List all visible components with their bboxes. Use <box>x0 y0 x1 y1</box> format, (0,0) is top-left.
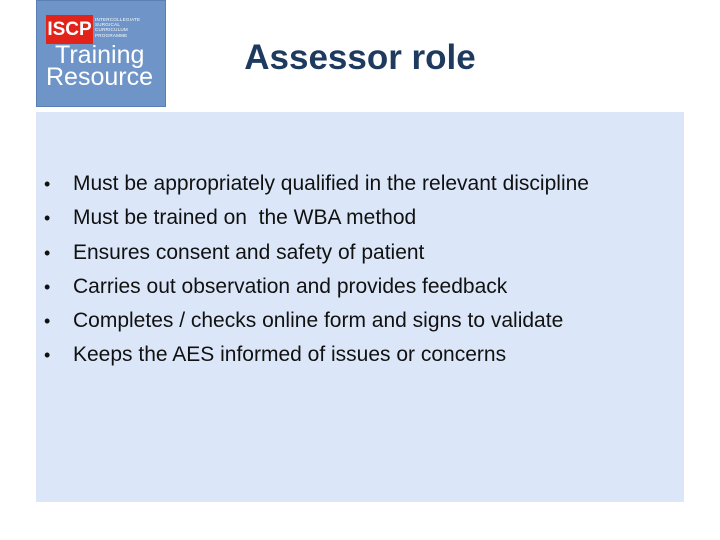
bullet-item <box>44 241 589 275</box>
bullet-item <box>44 309 589 343</box>
bullet-text: Carries out observation and provides feedback <box>73 274 508 298</box>
bullet-item <box>44 275 589 309</box>
bullet-item <box>44 206 589 240</box>
bullet-icon: • <box>44 276 51 297</box>
bullet-item <box>44 172 589 206</box>
logo-small-line: CURRICULUM <box>95 27 128 33</box>
logo-word-training: Training <box>55 41 145 69</box>
logo-small-line: PROGRAMME <box>95 32 128 38</box>
bullet-icon: • <box>44 174 51 194</box>
logo-small-line: SURGICAL <box>95 22 121 28</box>
logo-word-resource: Resource <box>46 63 153 91</box>
logo-small-text <box>95 17 161 38</box>
bullet-text: Keeps the AES informed of issues or concerns <box>73 343 507 367</box>
bullet-text: Completes / checks online form and signs to validate <box>73 309 564 333</box>
slide-title: Assessor role <box>244 38 476 77</box>
bullet-icon: • <box>44 208 51 229</box>
bullet-icon: • <box>44 311 51 332</box>
logo-iscp-badge: ISCP <box>46 15 93 44</box>
bullet-icon: • <box>44 242 51 263</box>
bullet-list <box>44 172 589 378</box>
bullet-item <box>44 343 589 377</box>
bullet-icon: • <box>44 345 51 366</box>
logo-small-line: INTERCOLLEGIATE <box>95 17 141 22</box>
bullet-text: Must be appropriately qualified in the relevant discipline <box>73 172 589 195</box>
bullet-text: Ensures consent and safety of patient <box>73 240 425 264</box>
iscp-training-resource-logo <box>36 0 166 107</box>
bullet-text: Must be trained on the WBA method <box>73 206 417 230</box>
